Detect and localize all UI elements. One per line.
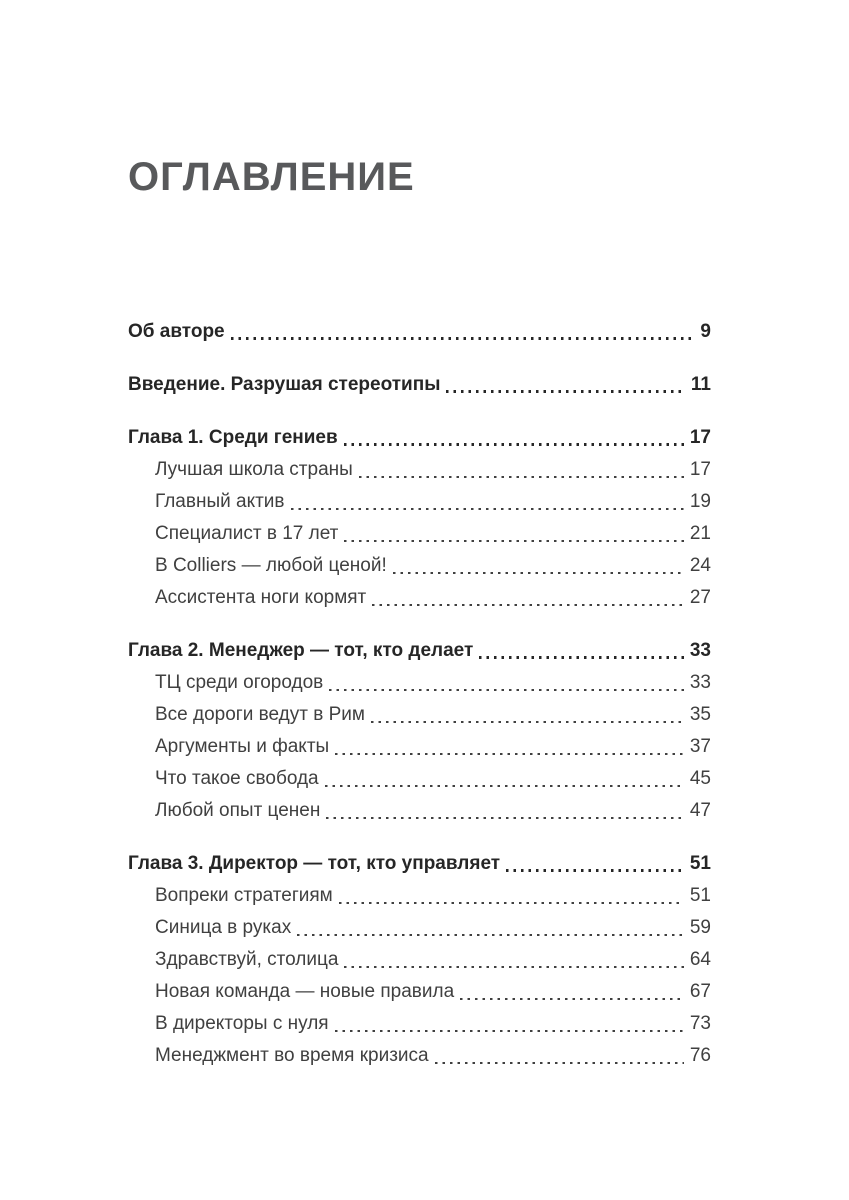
toc-entry-label: Вопреки стратегиям	[155, 885, 333, 906]
toc-chapter-entry	[128, 422, 711, 454]
toc-chapter-entry	[128, 848, 711, 880]
toc-entry-page: 33	[689, 640, 711, 661]
dot-leader	[291, 912, 690, 944]
page-title: ОГЛАВЛЕНИЕ	[128, 155, 415, 199]
toc-entry-label: Глава 2. Менеджер — тот, кто делает	[128, 640, 474, 661]
toc-sub-entry	[128, 1040, 711, 1072]
toc-section	[128, 369, 711, 401]
toc-entry-page: 76	[689, 1045, 711, 1066]
toc-entry-page: 17	[689, 459, 711, 480]
toc-entry-page: 73	[689, 1013, 711, 1034]
toc-chapter-entry	[128, 369, 711, 401]
dot-leader	[365, 699, 690, 731]
dot-leader	[329, 1008, 690, 1040]
toc-entry-page: 45	[689, 768, 711, 789]
toc-entry-label: Менеджмент во время кризиса	[155, 1045, 429, 1066]
toc-entry-page: 47	[689, 800, 711, 821]
toc-entry-page: 37	[689, 736, 711, 757]
toc-entry-page: 17	[689, 427, 711, 448]
toc-section	[128, 635, 711, 827]
dot-leader	[454, 976, 690, 1008]
dot-leader	[338, 518, 690, 550]
dot-leader	[500, 848, 690, 880]
toc-entry-page: 51	[689, 853, 711, 874]
toc-sub-entry	[128, 667, 711, 699]
dot-leader	[333, 880, 690, 912]
toc-entry-label: Новая команда — новые правила	[155, 981, 455, 1002]
toc-entry-page: 35	[689, 704, 711, 725]
toc-entry-page: 9	[700, 321, 711, 342]
toc-list	[128, 316, 711, 1072]
toc-sub-entry	[128, 731, 711, 763]
dot-leader	[429, 1040, 690, 1072]
toc-sub-entry	[128, 582, 711, 614]
dot-leader	[329, 731, 690, 763]
dot-leader	[323, 667, 690, 699]
toc-sub-entry	[128, 880, 711, 912]
toc-entry-page: 21	[689, 523, 711, 544]
toc-section	[128, 848, 711, 1072]
toc-sub-entry	[128, 912, 711, 944]
dot-leader	[473, 635, 690, 667]
dot-leader	[338, 944, 689, 976]
toc-chapter-entry	[128, 635, 711, 667]
toc-entry-label: Глава 3. Директор — тот, кто управляет	[128, 853, 501, 874]
toc-sub-entry	[128, 486, 711, 518]
toc-entry-label: Лучшая школа страны	[155, 459, 353, 480]
toc-section	[128, 422, 711, 614]
toc-entry-label: Что такое свобода	[155, 768, 319, 789]
toc-entry-page: 11	[690, 374, 711, 395]
dot-leader	[319, 763, 690, 795]
toc-entry-page: 27	[689, 587, 711, 608]
toc-sub-entry	[128, 1008, 711, 1040]
dot-leader	[440, 369, 690, 401]
toc-sub-entry	[128, 518, 711, 550]
toc-sub-entry	[128, 795, 711, 827]
toc-entry-label: Ассистента ноги кормят	[155, 587, 367, 608]
toc-entry-page: 64	[689, 949, 711, 970]
toc-entry-page: 33	[689, 672, 711, 693]
toc-sub-entry	[128, 944, 711, 976]
toc-entry-label: Глава 1. Среди гениев	[128, 427, 338, 448]
toc-entry-label: В Colliers — любой ценой!	[155, 555, 387, 576]
toc-entry-label: Специалист в 17 лет	[155, 523, 339, 544]
toc-entry-label: Любой опыт ценен	[155, 800, 321, 821]
toc-entry-label: В директоры с нуля	[155, 1013, 329, 1034]
toc-sub-entry	[128, 763, 711, 795]
dot-leader	[353, 454, 690, 486]
toc-section	[128, 316, 711, 348]
dot-leader	[225, 316, 701, 348]
toc-chapter-entry	[128, 316, 711, 348]
dot-leader	[338, 422, 690, 454]
toc-sub-entry	[128, 550, 711, 582]
dot-leader	[387, 550, 690, 582]
toc-entry-label: Синица в руках	[155, 917, 292, 938]
toc-sub-entry	[128, 454, 711, 486]
toc-entry-label: Главный актив	[155, 491, 285, 512]
dot-leader	[320, 795, 690, 827]
toc-entry-label: Аргументы и факты	[155, 736, 330, 757]
toc-entry-page: 59	[689, 917, 711, 938]
toc-entry-label: Здравствуй, столица	[155, 949, 339, 970]
toc-entry-label: Введение. Разрушая стереотипы	[128, 374, 441, 395]
toc-entry-page: 67	[689, 981, 711, 1002]
dot-leader	[285, 486, 690, 518]
toc-sub-entry	[128, 699, 711, 731]
toc-entry-label: Об авторе	[128, 321, 225, 342]
toc-entry-label: Все дороги ведут в Рим	[155, 704, 365, 725]
toc-sub-entry	[128, 976, 711, 1008]
toc-entry-page: 24	[689, 555, 711, 576]
toc-entry-page: 19	[689, 491, 711, 512]
toc-entry-page: 51	[689, 885, 711, 906]
dot-leader	[366, 582, 690, 614]
toc-entry-label: ТЦ среди огородов	[155, 672, 324, 693]
